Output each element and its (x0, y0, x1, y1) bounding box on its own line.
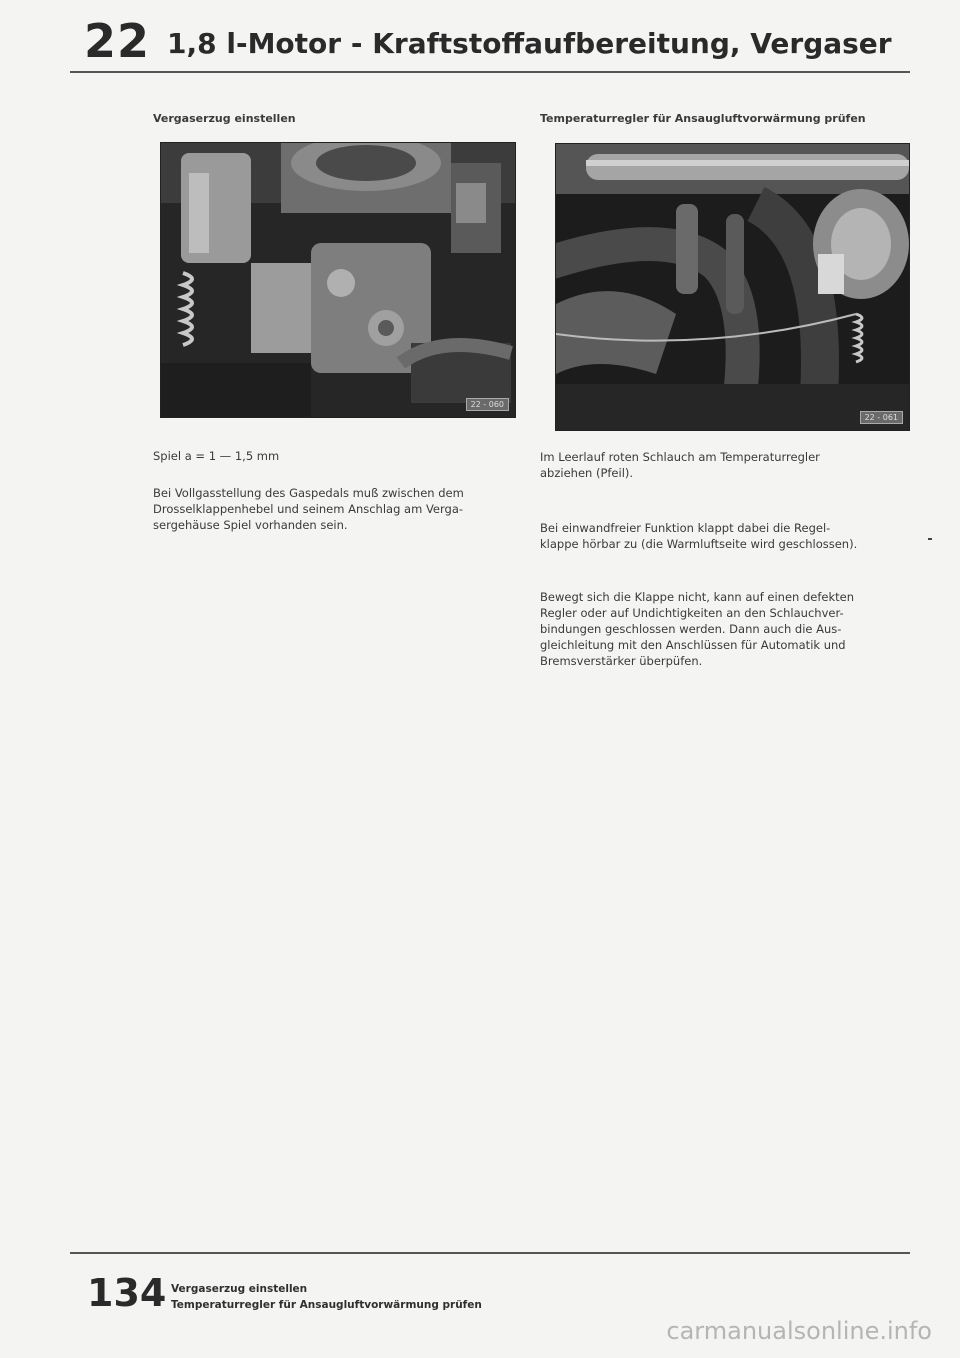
figure-label-right: 22 - 061 (860, 411, 903, 424)
page-number: 134 (87, 1271, 167, 1315)
footer-topic-1: Vergaserzug einstellen (171, 1283, 308, 1295)
page-title: 1,8 l-Motor - Kraftstoffaufbereitung, Vergaser (167, 27, 892, 60)
left-paragraph-2: Bei Vollgasstellung des Gaspedals muß zwischen dem Drosselklappenhebel und seinem Anschlag am Verga- sergehäuse Spiel vorhanden sein. (153, 486, 464, 532)
carburetor-photo (160, 142, 516, 418)
chapter-number: 22 (84, 14, 151, 68)
temperature-regulator-photo (555, 143, 910, 431)
left-paragraph-1: Spiel a = 1 — 1,5 mm (153, 449, 280, 463)
footer-topic-2: Temperaturregler für Ansaugluftvorwärmung prüfen (171, 1299, 482, 1311)
right-paragraph-2: Bei einwandfreier Funktion klappt dabei die Regel- klappe hörbar zu (die Warmluftseite wird geschlossen). (540, 521, 858, 551)
header-divider (70, 71, 910, 73)
section-title-right: Temperaturregler für Ansaugluftvorwärmung prüfen (540, 112, 866, 125)
figure-label-left: 22 - 060 (466, 398, 509, 411)
right-paragraph-3: Bewegt sich die Klappe nicht, kann auf einen defekten Regler oder auf Undichtigkeiten an den Schlauchver- bindungen geschlossen werden. Dann auch die Aus- gleichleitung mit den Anschlüssen für Automatik und Bremsverstärker überpüfen. (540, 590, 855, 668)
watermark: carmanualsonline.info (666, 1317, 932, 1345)
right-paragraph-1: Im Leerlauf roten Schlauch am Temperaturregler abziehen (Pfeil). (540, 450, 820, 480)
footer-divider (70, 1252, 910, 1254)
margin-mark (928, 538, 932, 540)
section-title-left: Vergaserzug einstellen (153, 112, 296, 125)
